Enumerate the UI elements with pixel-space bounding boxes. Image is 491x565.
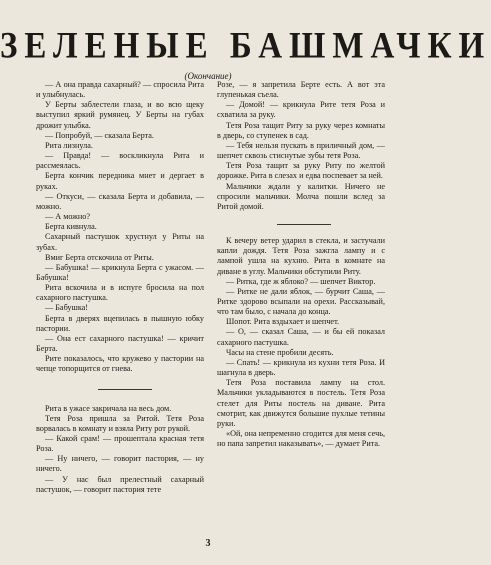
paragraph: Розе, — я запретила Берте есть. А вот эта глупенькая съела. <box>217 80 385 100</box>
paragraph: — Попробуй, — сказала Берта. <box>45 130 154 140</box>
story-subtitle: (Окончание) <box>184 71 232 81</box>
paragraph: Вмиг Берта отскочила от Риты. <box>45 252 154 262</box>
paragraph: Рите показалось, что кружево у пастории на чепце топорщится от гнева. <box>36 354 204 374</box>
paragraph: К вечеру ветер ударил в стекла, и застучали капли дождя. Тетя Роза зажгла лампу и с лампой ушла на кухню. Рита в комнате на диване в углу. Мальчики обступили Риту. <box>217 236 385 276</box>
paragraph: — Бабушка! <box>45 303 89 313</box>
paragraph: — Ну ничего, — говорит пастория, — ну ничего. <box>36 454 204 474</box>
paragraph: Рита вскочила и в испуге бросила на пол сахарного пастушка. <box>36 283 204 303</box>
paragraph: Тетя Роза поставила лампу на стол. Мальчики укладываются в постель. Тетя Роза стелет для Риты постель на диване. Рита смотрит, как движутся большие пухлые тетины руки. <box>217 378 385 428</box>
paragraph: — Ритке не дали яблок, — бурчит Саша, — Ритке здорово всыпали на орехи. Рассказывай, что там было, с начала до конца. <box>217 286 385 317</box>
paragraph: «Ой, она непременно сгодится для меня сечь, но папа запретил наказывать», — думает Рита. <box>217 429 385 449</box>
paragraph: Тетя Роза тащит за руку Риту по желтой дорожке. Рита в слезах и едва поспевает за ней. <box>217 161 385 181</box>
paragraph: — Правда! — воскликнула Рита и рассмеялась. <box>36 151 204 171</box>
paragraph: Часы на стене пробили десять. <box>226 347 334 357</box>
right-column <box>217 80 385 449</box>
paragraph: Тетя Роза пришла за Ритой. Тетя Роза ворвалась в комнату и взяла Риту рот рукой. <box>36 413 204 433</box>
left-column <box>36 80 204 495</box>
paragraph: — А она правда сахарный? — спросила Рита и улыбнулась. <box>36 80 204 100</box>
paragraph: Тетя Роза тащит Риту за руку через комнаты в дверь, со ступенек в сад. <box>217 120 385 140</box>
paragraph: — Она ест сахарного пастушка! — кричит Берта. <box>36 333 204 354</box>
paragraph: Берта кончик передника мнет и дергает в руках. <box>36 171 204 191</box>
page-number: 3 <box>205 538 211 549</box>
paragraph: Сахарный пастушок хрустнул у Риты на зубах. <box>36 232 204 252</box>
paragraph: Мальчики ждали у калитки. Ничего не спросили мальчики. Молча пошли вслед за Ритой домой. <box>217 181 385 211</box>
paragraph: — Бабушка! — крикнула Берта с ужасом. — Бабушка! <box>36 262 204 282</box>
paragraph: — Какой срам! — прошептала красная тетя Роза. <box>36 434 204 454</box>
section-divider <box>98 389 152 390</box>
paragraph: — Ритка, где ж яблоко? — шепчет Виктор. <box>226 276 376 286</box>
paragraph: У Берты заблестели глаза, и во всю щеку выступил яркий румянец. У Берты на губах дрожит улыбка. <box>36 100 204 130</box>
paragraph: Шопот. Рита вздыхает и шепчет. <box>226 317 340 327</box>
paragraph: — Спать! — крикнула из кухни тетя Роза. И шагнула в дверь. <box>217 357 385 378</box>
paragraph: Рита лизнула. <box>45 140 93 150</box>
paragraph: — Откуси, — сказала Берта и добавила, — можно. <box>36 191 204 211</box>
paragraph: — Домой! — крикнула Рите тетя Роза и схватила за руку. <box>217 100 385 120</box>
paragraph: Берта в дверях вцепилась в пышную юбку пастории. <box>36 313 204 333</box>
paragraph: Берта кивнула. <box>45 222 97 232</box>
section-divider <box>277 224 331 225</box>
paragraph: — А можно? <box>45 212 91 222</box>
story-title: ЗЕЛЕНЫЕ БАШМАЧКИ <box>0 26 491 67</box>
paragraph: — О, — сказал Саша, — и бы ей показал сахарного пастушка. <box>217 327 385 347</box>
paragraph: — Тебя нельзя пускать в приличный дом, — шепчет сквозь стиснутые зубы тетя Роза. <box>217 140 385 161</box>
paragraph: Рита в ужасе закричала на весь дом. <box>45 403 172 413</box>
paragraph: — У нас был прелестный сахарный пастушок, — говорит пастория тете <box>36 474 204 494</box>
